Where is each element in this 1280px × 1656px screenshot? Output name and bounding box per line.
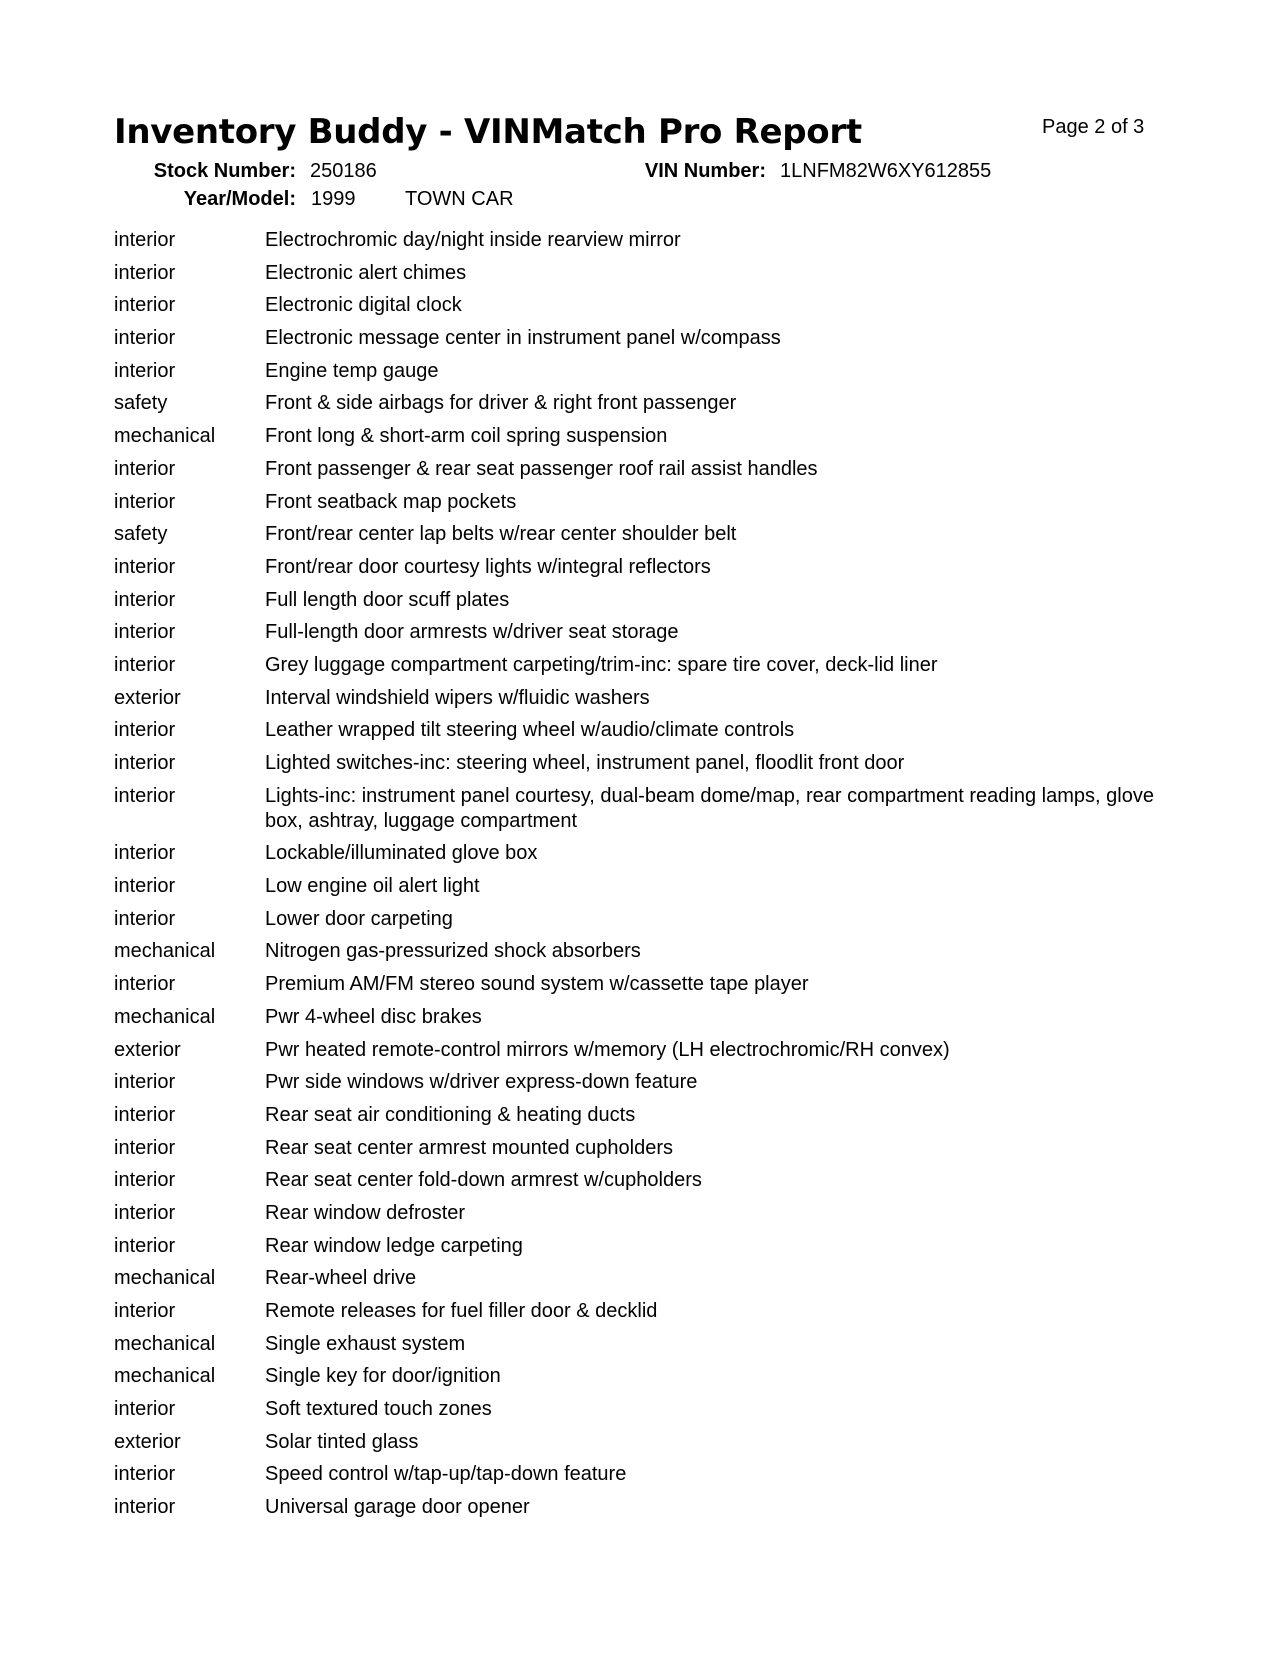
item-category: interior: [114, 784, 176, 807]
model-value: TOWN CAR: [405, 188, 514, 210]
item-description: Front seatback map pockets: [265, 490, 517, 513]
item-description: Pwr 4-wheel disc brakes: [265, 1005, 482, 1028]
item-category: interior: [114, 907, 176, 930]
year-value: 1999: [311, 188, 356, 210]
list-item: [114, 1299, 1174, 1324]
list-item: [114, 972, 1174, 997]
item-description: Single key for door/ignition: [265, 1365, 501, 1388]
item-category: interior: [114, 1496, 176, 1519]
item-description: Rear window ledge carpeting: [265, 1234, 523, 1257]
item-description: Rear window defroster: [265, 1201, 466, 1224]
list-item: [114, 874, 1174, 899]
item-category: mechanical: [114, 1365, 216, 1388]
vin-number-value: 1LNFM82W6XY612855: [780, 160, 992, 182]
list-item: [114, 1364, 1174, 1389]
item-description: Lights-inc: instrument panel courtesy, dual-beam dome/map, rear compartment reading lamps, glove box, ashtray, luggage compartment: [265, 784, 1154, 832]
item-description: Rear seat air conditioning & heating ducts: [265, 1103, 636, 1126]
list-item: [114, 751, 1174, 776]
item-category: mechanical: [114, 425, 216, 448]
list-item: [114, 326, 1174, 351]
list-item: [114, 1201, 1174, 1226]
item-description: Pwr side windows w/driver express-down feature: [265, 1071, 698, 1094]
list-item: [114, 939, 1174, 964]
item-description: Soft textured touch zones: [265, 1398, 492, 1421]
item-description: Lockable/illuminated glove box: [265, 842, 538, 865]
item-description: Lower door carpeting: [265, 907, 453, 930]
item-category: interior: [114, 359, 176, 382]
list-item: [114, 1136, 1174, 1161]
item-description: Front/rear door courtesy lights w/integral reflectors: [265, 555, 711, 578]
list-item: [114, 1462, 1174, 1487]
item-description: Nitrogen gas-pressurized shock absorbers: [265, 940, 641, 963]
list-item: [114, 391, 1174, 416]
item-description: Pwr heated remote-control mirrors w/memory (LH electrochromic/RH convex): [265, 1038, 950, 1061]
list-item: [114, 424, 1174, 449]
item-category: mechanical: [114, 1332, 216, 1355]
item-category: interior: [114, 457, 176, 480]
item-description: Single exhaust system: [265, 1332, 466, 1355]
list-item: [114, 686, 1174, 711]
list-item: [114, 1397, 1174, 1422]
item-category: interior: [114, 842, 176, 865]
list-item: [114, 1430, 1174, 1455]
item-description: Premium AM/FM stereo sound system w/cassette tape player: [265, 973, 809, 996]
list-item: [114, 718, 1174, 743]
list-item: [114, 653, 1174, 678]
list-item: [114, 1266, 1174, 1291]
list-item: [114, 1038, 1174, 1063]
item-description: Electronic message center in instrument panel w/compass: [265, 327, 781, 350]
item-description: Front passenger & rear seat passenger roof rail assist handles: [265, 457, 818, 480]
list-item: [114, 841, 1174, 866]
item-description: Front long & short-arm coil spring suspension: [265, 425, 668, 448]
item-category: interior: [114, 1201, 176, 1224]
item-category: interior: [114, 719, 176, 742]
item-category: safety: [114, 392, 168, 415]
list-item: [114, 359, 1174, 384]
item-category: interior: [114, 973, 176, 996]
item-category: exterior: [114, 1038, 181, 1061]
item-category: interior: [114, 261, 176, 284]
item-description: Lighted switches-inc: steering wheel, instrument panel, floodlit front door: [265, 752, 905, 774]
item-description: Electrochromic day/night inside rearview mirror: [265, 229, 681, 251]
item-category: interior: [114, 555, 176, 578]
list-item: [114, 490, 1174, 515]
item-category: interior: [114, 1234, 176, 1257]
item-description: Speed control w/tap-up/tap-down feature: [265, 1463, 627, 1486]
list-item: [114, 1495, 1174, 1520]
item-description: Front & side airbags for driver & right front passenger: [265, 392, 737, 415]
item-description: Interval windshield wipers w/fluidic washers: [265, 686, 650, 709]
list-item: [114, 457, 1174, 482]
item-category: interior: [114, 1300, 176, 1322]
list-item: [114, 293, 1174, 318]
item-description: Electronic alert chimes: [265, 261, 467, 284]
item-description: Rear-wheel drive: [265, 1267, 417, 1290]
list-item: [114, 784, 1174, 834]
item-category: interior: [114, 752, 176, 774]
item-category: interior: [114, 490, 176, 513]
item-category: safety: [114, 523, 168, 546]
list-item: [114, 228, 1174, 253]
item-description: Engine temp gauge: [265, 359, 439, 382]
stock-number-label: Stock Number:: [153, 160, 296, 182]
item-description: Full length door scuff plates: [265, 588, 510, 611]
list-item: [114, 1332, 1174, 1357]
item-description: Full-length door armrests w/driver seat storage: [265, 621, 679, 644]
item-description: Universal garage door opener: [265, 1496, 530, 1519]
item-category: interior: [114, 875, 176, 898]
item-category: interior: [114, 1398, 176, 1421]
item-category: exterior: [114, 1430, 181, 1453]
item-category: interior: [114, 1169, 176, 1192]
item-category: mechanical: [114, 1267, 216, 1290]
item-description: Remote releases for fuel filler door & decklid: [265, 1300, 658, 1322]
list-item: [114, 1103, 1174, 1128]
list-item: [114, 1168, 1174, 1193]
item-category: interior: [114, 1463, 176, 1486]
list-item: [114, 1005, 1174, 1030]
item-description: Solar tinted glass: [265, 1430, 419, 1453]
item-description: Front/rear center lap belts w/rear center shoulder belt: [265, 523, 737, 546]
list-item: [114, 1070, 1174, 1095]
stock-number-value: 250186: [310, 160, 377, 182]
item-description: Low engine oil alert light: [265, 875, 480, 898]
year-model-label: Year/Model:: [183, 188, 296, 210]
item-category: interior: [114, 653, 176, 676]
item-description: Leather wrapped tilt steering wheel w/audio/climate controls: [265, 719, 795, 742]
feature-list: [114, 228, 1174, 1528]
item-category: interior: [114, 1103, 176, 1126]
item-category: exterior: [114, 686, 181, 709]
item-category: mechanical: [114, 1005, 216, 1028]
item-description: Grey luggage compartment carpeting/trim-inc: spare tire cover, deck-lid liner: [265, 653, 938, 676]
item-category: interior: [114, 294, 176, 317]
vin-number-label: VIN Number:: [644, 160, 766, 182]
list-item: [114, 907, 1174, 932]
item-category: interior: [114, 1071, 176, 1094]
item-description: Rear seat center armrest mounted cupholders: [265, 1136, 673, 1159]
item-description: Rear seat center fold-down armrest w/cupholders: [265, 1169, 702, 1192]
list-item: [114, 620, 1174, 645]
item-description: Electronic digital clock: [265, 294, 462, 317]
item-category: interior: [114, 327, 176, 350]
item-category: interior: [114, 1136, 176, 1159]
item-category: interior: [114, 588, 176, 611]
item-category: interior: [114, 229, 176, 251]
list-item: [114, 261, 1174, 286]
list-item: [114, 1234, 1174, 1259]
page-number: Page 2 of 3: [1042, 116, 1145, 138]
list-item: [114, 522, 1174, 547]
item-category: interior: [114, 621, 176, 644]
report-title: Inventory Buddy - VINMatch Pro Report: [114, 112, 862, 152]
list-item: [114, 555, 1174, 580]
item-category: mechanical: [114, 940, 216, 963]
list-item: [114, 588, 1174, 613]
